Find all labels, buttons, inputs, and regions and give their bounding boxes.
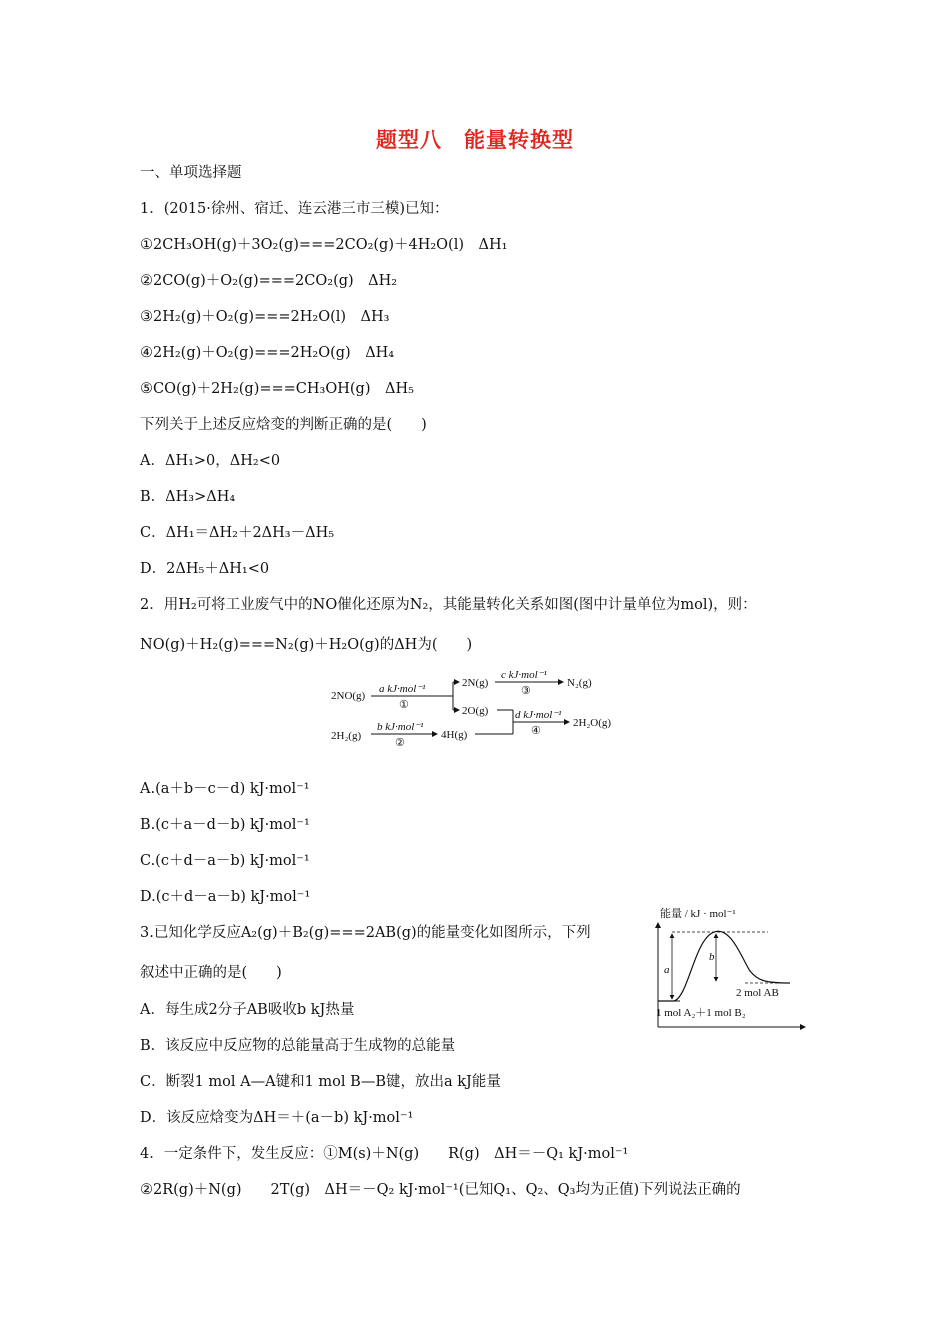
q1-option-a: A．ΔH₁>0，ΔH₂<0 — [140, 453, 281, 469]
graph-label-b: b — [709, 951, 715, 963]
q2-option-d: D.(c＋d－a－b) kJ·mol⁻¹ — [140, 889, 311, 905]
q1-eq-4: ④2H₂(g)＋O₂(g)===2H₂O(g) ΔH₄ — [140, 345, 395, 361]
q1-eq-1: ①2CH₃OH(g)＋3O₂(g)===2CO₂(g)＋4H₂O(l) ΔH₁ — [140, 237, 508, 253]
diagram-step-4: ④ — [531, 725, 541, 737]
q3-stem-1: 3.已知化学反应A₂(g)＋B₂(g)===2AB(g)的能量变化如图所示，下列 — [140, 925, 591, 941]
diagram-label-a: a kJ·mol⁻¹ — [379, 683, 426, 695]
diagram-label-b: b kJ·mol⁻¹ — [377, 721, 424, 733]
q3-option-b: B．该反应中反应物的总能量高于生成物的总能量 — [140, 1038, 456, 1054]
q2-option-a: A.(a＋b－c－d) kJ·mol⁻¹ — [140, 781, 310, 797]
q2-stem-1: 2．用H₂可将工业废气中的NO催化还原为N₂，其能量转化关系如图(图中计量单位为mol)，则： — [140, 597, 757, 613]
diagram-species-n2: N₂(g) — [567, 677, 592, 689]
diagram-step-2: ② — [395, 737, 405, 749]
diagram-step-1: ① — [399, 699, 409, 711]
graph-reactant-label: 1 mol A₂＋1 mol B₂ — [656, 1007, 746, 1019]
q3-option-a: A．每生成2分子AB吸收b kJ热量 — [140, 1002, 355, 1018]
q2-option-c: C.(c＋d－a－b) kJ·mol⁻¹ — [140, 853, 310, 869]
energy-profile-graph — [650, 903, 810, 1033]
q4-line-1: 4．一定条件下，发生反应：①M(s)＋N(g) R(g) ΔH＝－Q₁ kJ·mol⁻¹ — [140, 1146, 629, 1162]
graph-y-axis-label: 能量 / kJ · mol⁻¹ — [660, 908, 736, 920]
graph-label-a: a — [664, 964, 670, 976]
q3-option-c: C．断裂1 mol A—A键和1 mol B—B键，放出a kJ能量 — [140, 1074, 501, 1090]
diagram-species-o: 2O(g) — [462, 705, 489, 717]
diagram-label-d: d kJ·mol⁻¹ — [515, 709, 562, 721]
q4-line-2: ②2R(g)＋N(g) 2T(g) ΔH＝－Q₂ kJ·mol⁻¹(已知Q₁、Q₂、Q₃均为正值)下列说法正确的 — [140, 1182, 741, 1198]
diagram-species-h2o: 2H₂O(g) — [573, 717, 612, 729]
q1-option-d: D．2ΔH₅＋ΔH₁<0 — [140, 561, 270, 577]
section-heading: 一、单项选择题 — [140, 165, 242, 181]
q1-option-c: C．ΔH₁＝ΔH₂＋2ΔH₃－ΔH₅ — [140, 525, 335, 541]
diagram-species-h: 4H(g) — [441, 729, 468, 741]
q1-eq-3: ③2H₂(g)＋O₂(g)===2H₂O(l) ΔH₃ — [140, 309, 390, 325]
q1-stem: 1．(2015·徐州、宿迁、连云港三市三模)已知： — [140, 201, 449, 217]
diagram-label-c: c kJ·mol⁻¹ — [501, 669, 547, 681]
q1-option-b: B．ΔH₃>ΔH₄ — [140, 489, 236, 505]
q1-eq-5: ⑤CO(g)＋2H₂(g)===CH₃OH(g) ΔH₅ — [140, 381, 414, 397]
q3-stem-2: 叙述中正确的是( ) — [140, 965, 282, 981]
diagram-species-h2: 2H₂(g) — [331, 730, 362, 742]
energy-conversion-diagram — [325, 668, 625, 750]
diagram-step-3: ③ — [521, 685, 531, 697]
graph-product-label: 2 mol AB — [736, 987, 779, 999]
page-title: 题型八 能量转换型 — [376, 128, 574, 152]
diagram-species-n: 2N(g) — [462, 677, 489, 689]
q1-eq-2: ②2CO(g)＋O₂(g)===2CO₂(g) ΔH₂ — [140, 273, 398, 289]
q1-question: 下列关于上述反应焓变的判断正确的是( ) — [140, 417, 427, 433]
q2-option-b: B.(c＋a－d－b) kJ·mol⁻¹ — [140, 817, 310, 833]
diagram-species-no: 2NO(g) — [331, 690, 366, 702]
q2-stem-2: NO(g)＋H₂(g)===N₂(g)＋H₂O(g)的ΔH为( ) — [140, 637, 473, 653]
q3-option-d: D．该反应焓变为ΔH＝＋(a－b) kJ·mol⁻¹ — [140, 1110, 414, 1126]
